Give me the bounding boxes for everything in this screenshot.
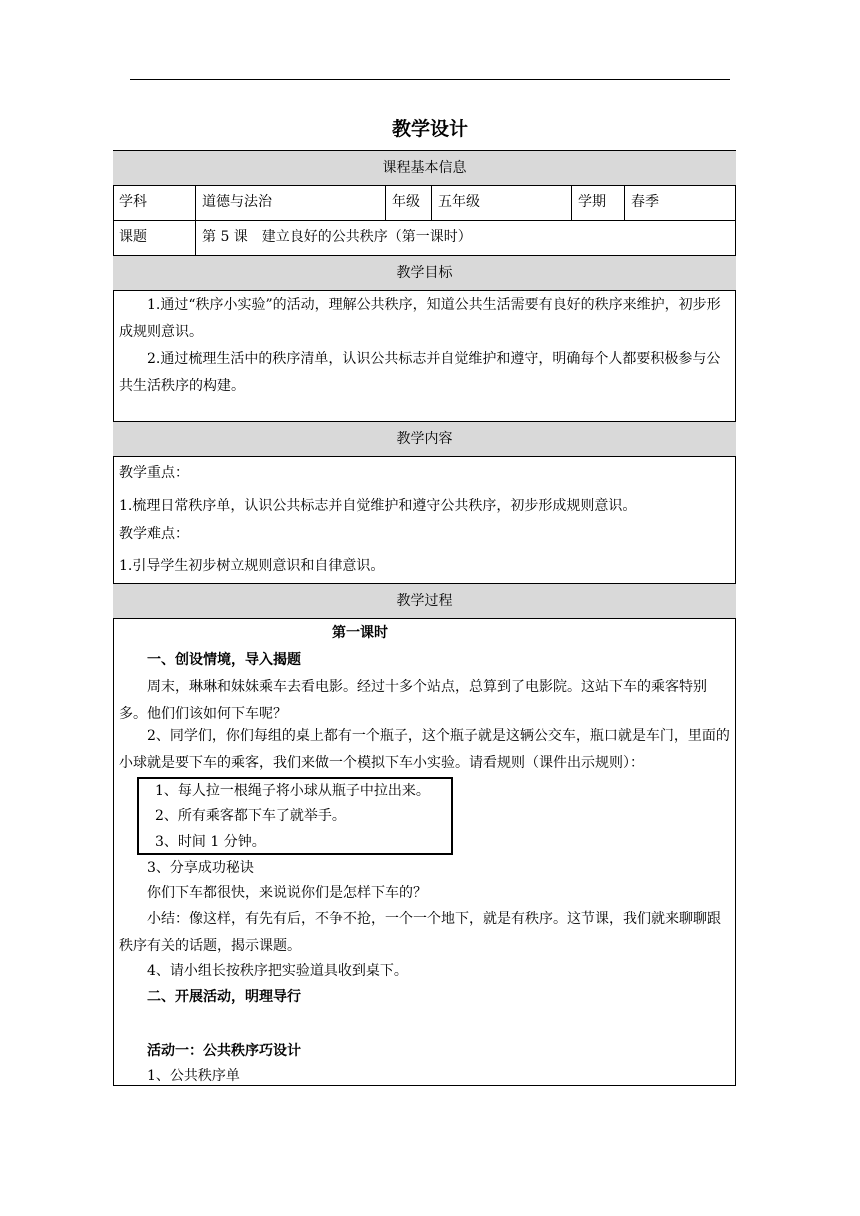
topic-label: 课题 xyxy=(113,220,196,255)
rule-item-3: 3、时间 1 分钟。 xyxy=(155,834,266,850)
topic-row xyxy=(113,220,736,256)
term-value: 春季 xyxy=(631,194,659,210)
basic-info-header: 课程基本信息 xyxy=(113,150,736,186)
objectives-header: 教学目标 xyxy=(113,255,736,291)
content-header: 教学内容 xyxy=(113,421,736,457)
activity1-title: 活动一：公共秩序巧设计 xyxy=(147,1043,301,1059)
header-rule xyxy=(130,79,730,80)
paragraph-6: 4、请小组长按秩序把实验道具收到桌下。 xyxy=(147,963,408,979)
grade-label: 年级 xyxy=(386,185,432,220)
process-header: 教学过程 xyxy=(113,583,736,619)
section1-title: 一、创设情境，导入揭题 xyxy=(147,652,301,668)
rules-box xyxy=(137,777,453,855)
topic-value: 第 5 课 建立良好的公共秩序（第一课时） xyxy=(202,229,472,245)
subject-label: 学科 xyxy=(113,185,196,220)
section2-title: 二、开展活动，明理导行 xyxy=(147,989,301,1005)
key-points-label: 教学重点： xyxy=(119,465,189,481)
paragraph-5: 小结：像这样，有先有后，不争不抢，一个一个地下，就是有秩序。这节课，我们就来聊聊跟秩序有关的话题，揭示课题。 xyxy=(119,911,721,954)
rule-item-2: 2、所有乘客都下车了就举手。 xyxy=(155,808,346,824)
paragraph-1: 周末，琳琳和妹妹乘车去看电影。经过十多个站点，总算到了电影院。这站下车的乘客特别多。他们们该如何下车呢？ xyxy=(119,679,707,722)
grade-value: 五年级 xyxy=(432,185,572,220)
page-title: 教学设计 xyxy=(391,118,468,140)
subject-value: 道德与法治 xyxy=(196,185,386,220)
term-label: 学期 xyxy=(572,185,625,220)
objective-item-1: 1.通过“秩序小实验”的活动，理解公共秩序，知道公共生活需要有良好的秩序来维护，初步形成规则意识。 xyxy=(119,297,721,340)
paragraph-2: 2、同学们，你们每组的桌上都有一个瓶子，这个瓶子就是这辆公交车，瓶口就是车门，里面的小球就是要下车的乘客，我们来做一个模拟下车小实验。请看规则（课件出示规则）： xyxy=(119,728,730,771)
key-point-item: 1.梳理日常秩序单，认识公共标志并自觉维护和遵守公共秩序，初步形成规则意识。 xyxy=(119,498,637,514)
paragraph-4: 你们下车都很快，来说说你们是怎样下车的？ xyxy=(147,885,427,901)
objective-item-2: 2.通过梳理生活中的秩序清单，认识公共标志并自觉维护和遵守，明确每个人都要积极参与公共生活秩序的构建。 xyxy=(119,351,721,394)
lesson-title: 第一课时 xyxy=(332,625,388,641)
paragraph-7: 1、公共秩序单 xyxy=(147,1068,240,1084)
rule-item-1: 1、每人拉一根绳子将小球从瓶子中拉出来。 xyxy=(155,783,430,799)
difficulty-label: 教学难点： xyxy=(119,526,189,542)
basic-info-row xyxy=(113,185,736,221)
paragraph-3: 3、分享成功秘诀 xyxy=(147,860,254,876)
difficulty-item: 1.引导学生初步树立规则意识和自律意识。 xyxy=(119,558,385,574)
